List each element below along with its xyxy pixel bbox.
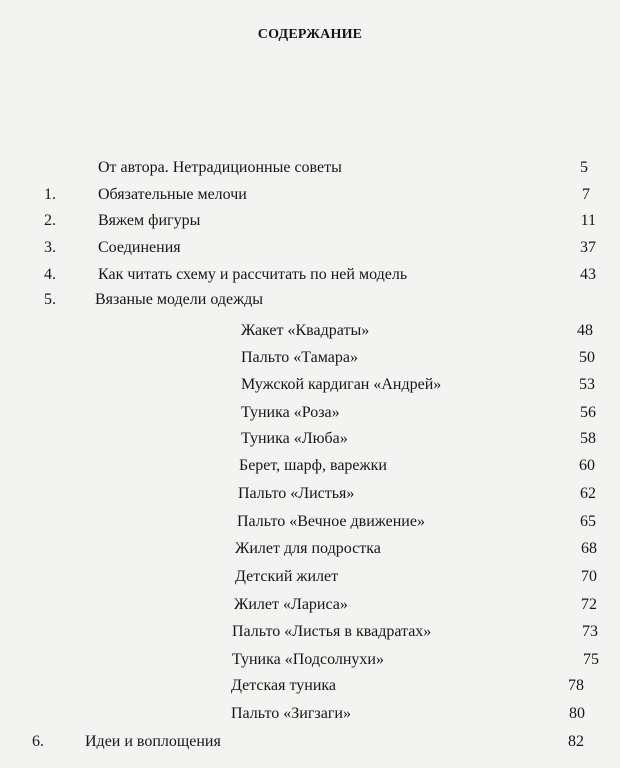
toc-entry (0, 289, 620, 311)
toc-entry (0, 264, 620, 286)
toc-entry-page: 68 (581, 540, 597, 557)
toc-entry-page: 82 (568, 733, 584, 750)
toc-entry-page: 43 (580, 266, 596, 283)
toc-entry-title: Пальто «Зигзаги» (231, 705, 351, 722)
toc-entry-number: 2. (44, 212, 56, 229)
toc-entry (0, 703, 620, 725)
toc-entry-title: Берет, шарф, варежки (239, 457, 387, 474)
toc-entry-title: Как читать схему и рассчитать по ней модель (98, 266, 408, 283)
toc-heading: СОДЕРЖАНИЕ (257, 27, 363, 42)
toc-entry-title: Туника «Роза» (241, 404, 340, 421)
toc-entry-page: 53 (579, 376, 595, 393)
toc-entry-title: Вязаные модели одежды (95, 291, 264, 308)
toc-entry (0, 483, 620, 505)
toc-entry-page: 56 (580, 404, 596, 421)
toc-entry (0, 675, 620, 697)
toc-entry (0, 157, 620, 179)
toc-entry (0, 649, 620, 671)
toc-entry-page: 75 (583, 651, 599, 668)
toc-entry-title: Вяжем фигуры (98, 212, 201, 229)
toc-entry (0, 731, 620, 753)
toc-entry-title: Мужской кардиган «Андрей» (241, 376, 442, 393)
toc-entry-title: Детская туника (231, 677, 337, 694)
toc-entry (0, 566, 620, 588)
toc-entry-page: 37 (580, 239, 596, 256)
toc-entry (0, 402, 620, 424)
toc-entry-title: Пальто «Вечное движение» (237, 513, 425, 530)
toc-entry-page: 5 (580, 159, 588, 176)
toc-entry-title: От автора. Нетрадиционные советы (98, 159, 342, 176)
toc-entry-number: 6. (32, 733, 44, 750)
toc-entry-title: Пальто «Листья» (238, 485, 355, 502)
toc-entry (0, 374, 620, 396)
toc-entry (0, 511, 620, 533)
toc-entry-number: 3. (44, 239, 56, 256)
toc-entry-title: Жилет «Лариса» (234, 596, 348, 613)
toc-entry (0, 594, 620, 616)
toc-entry-page: 50 (579, 349, 595, 366)
toc-entry-title: Туника «Люба» (241, 430, 348, 447)
toc-entry-page: 48 (577, 322, 593, 339)
toc-entry (0, 320, 620, 342)
toc-entry-title: Идеи и воплощения (85, 733, 221, 750)
toc-entry-page: 80 (569, 705, 585, 722)
toc-entry-page: 72 (581, 596, 597, 613)
toc-entry-page: 78 (568, 677, 584, 694)
toc-entry-page: 73 (582, 623, 598, 640)
toc-entry-title: Жилет для подростка (235, 540, 381, 557)
toc-entry-page: 62 (580, 485, 596, 502)
toc-entry-page: 60 (579, 457, 595, 474)
toc-entry (0, 237, 620, 259)
toc-entry (0, 621, 620, 643)
toc-entry-page: 7 (582, 186, 590, 203)
toc-entry-title: Соединения (98, 239, 181, 256)
toc-entry-page: 11 (580, 212, 596, 229)
toc-entry-page: 58 (580, 430, 596, 447)
toc-entry-title: Пальто «Листья в квадратах» (232, 623, 432, 640)
toc-entry-number: 5. (44, 291, 56, 308)
toc-entry-number: 1. (44, 186, 56, 203)
toc-entry-page: 70 (581, 568, 597, 585)
toc-entry-title: Туника «Подсолнухи» (232, 651, 384, 668)
toc-entry-title: Жакет «Квадраты» (241, 322, 370, 339)
toc-entry (0, 210, 620, 232)
toc-entry (0, 455, 620, 477)
toc-entry (0, 184, 620, 206)
toc-entry-title: Обязательные мелочи (98, 186, 247, 203)
toc-entry (0, 347, 620, 369)
toc-entry (0, 428, 620, 450)
toc-entry (0, 538, 620, 560)
toc-entry-number: 4. (44, 266, 56, 283)
toc-entry-title: Детский жилет (235, 568, 339, 585)
toc-entry-page: 65 (580, 513, 596, 530)
toc-entry-title: Пальто «Тамара» (241, 349, 358, 366)
